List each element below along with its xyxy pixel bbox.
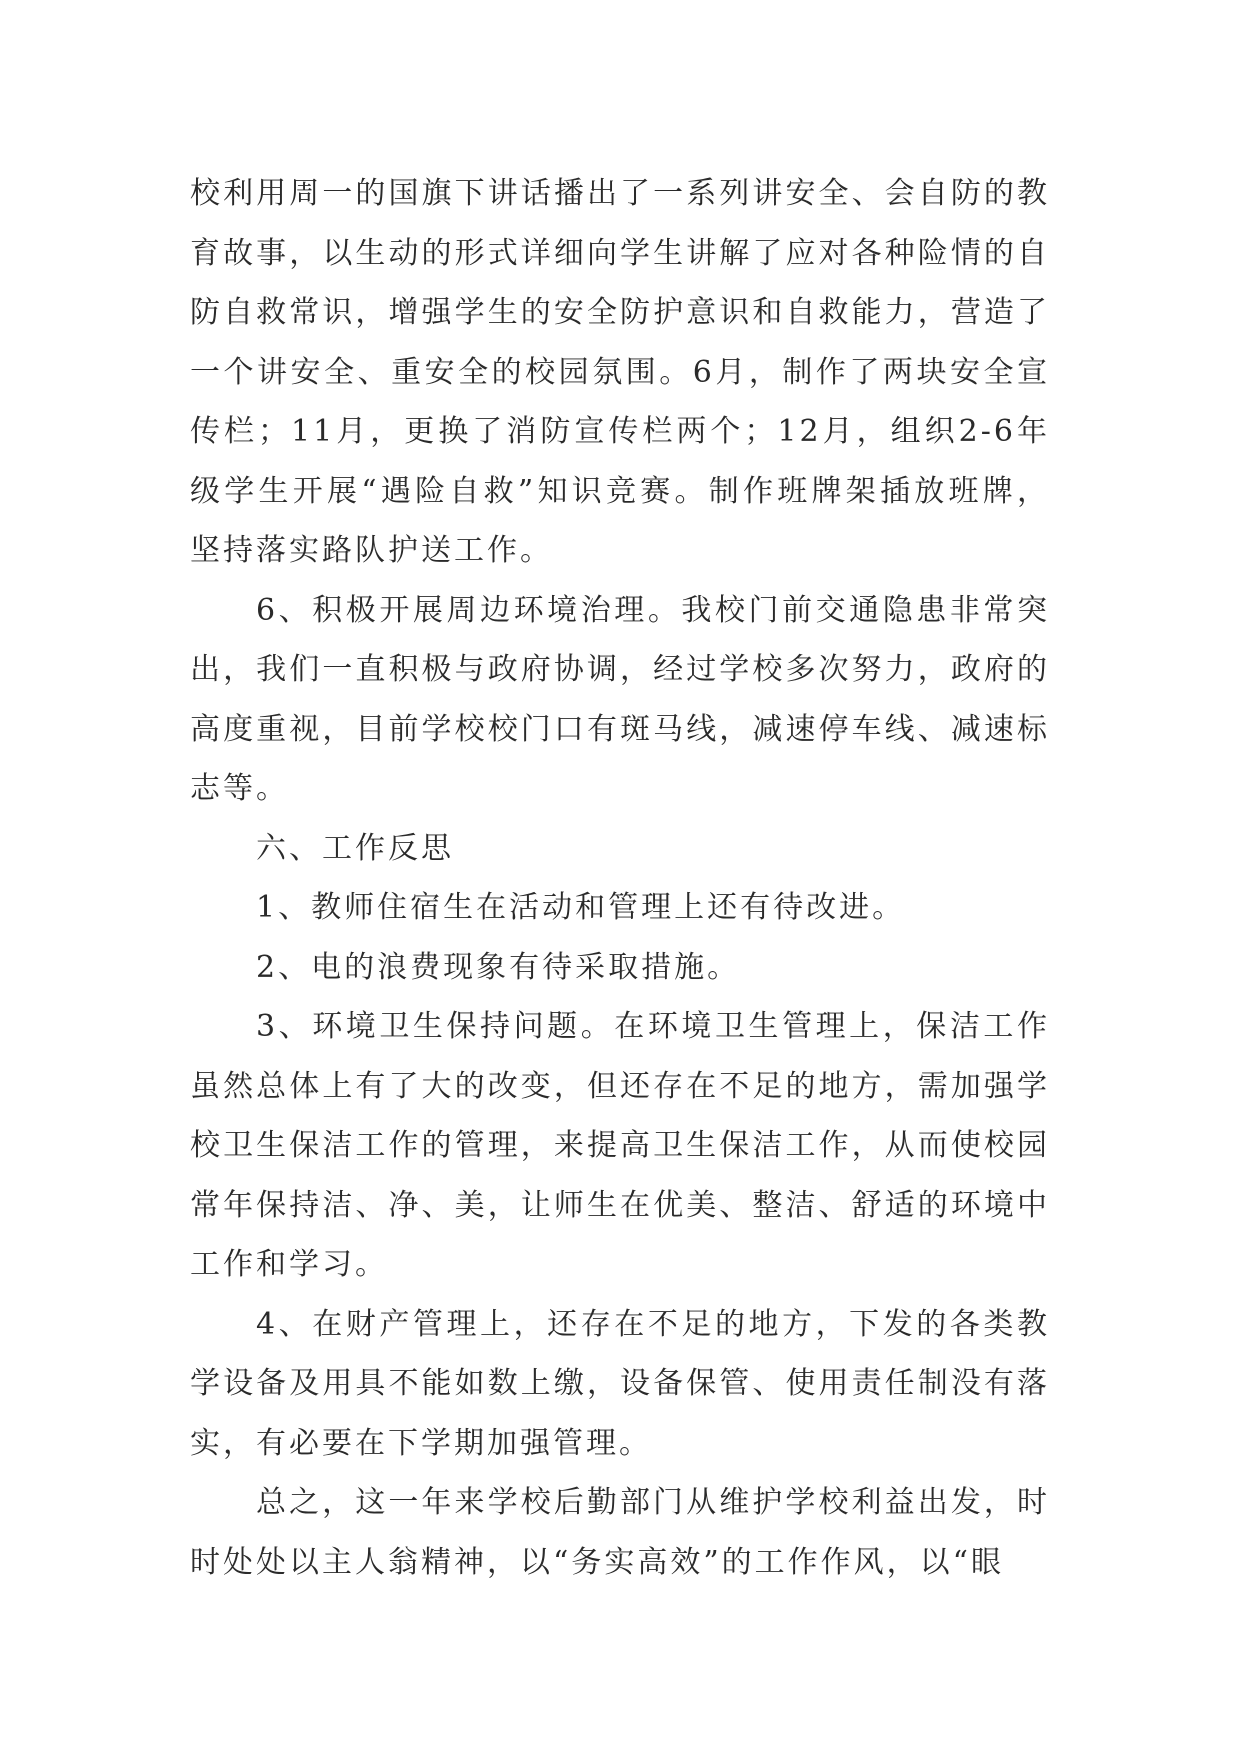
document-body xyxy=(190,164,1050,1592)
section-heading-work-reflection: 六、工作反思 xyxy=(256,830,454,866)
reflection-item-4: 4、在财产管理上，还存在不足的地方，下发的各类教学设备及用具不能如数上缴，设备保管、使用责任制没有落实，有必要在下学期加强管理。 xyxy=(190,1306,1050,1461)
reflection-item-1: 1、教师住宿生在活动和管理上还有待改进。 xyxy=(256,890,906,925)
reflection-item-3: 3、环境卫生保持问题。在环境卫生管理上，保洁工作虽然总体上有了大的改变，但还存在不足的地方，需加强学校卫生保洁工作的管理，来提高卫生保洁工作，从而使校园常年保持洁、净、美，让师生在优美、整洁、舒适的环境中工作和学习。 xyxy=(190,1009,1050,1282)
paragraph-environment-governance: 6、积极开展周边环境治理。我校门前交通隐患非常突出，我们一直积极与政府协调，经过学校多次努力，政府的高度重视，目前学校校门口有斑马线，减速停车线、减速标志等。 xyxy=(190,592,1050,806)
reflection-item-2: 2、电的浪费现象有待采取措施。 xyxy=(256,949,741,985)
paragraph-safety-education: 校利用周一的国旗下讲话播出了一系列讲安全、会自防的教育故事，以生动的形式详细向学生讲解了应对各种险情的自防自救常识，增强学生的安全防护意识和自救能力，营造了一个讲安全、重安全的校园氛围。6月，制作了两块安全宣传栏；11月，更换了消防宣传栏两个；12月，组织2-6年级学生开展“遇险自救”知识竞赛。制作班牌架插放班牌，坚持落实路队护送工作。 xyxy=(190,176,1050,568)
paragraph-conclusion: 总之，这一年来学校后勤部门从维护学校利益出发，时时处处以主人翁精神，以“务实高效”的工作作风，以“眼 xyxy=(190,1485,1050,1580)
